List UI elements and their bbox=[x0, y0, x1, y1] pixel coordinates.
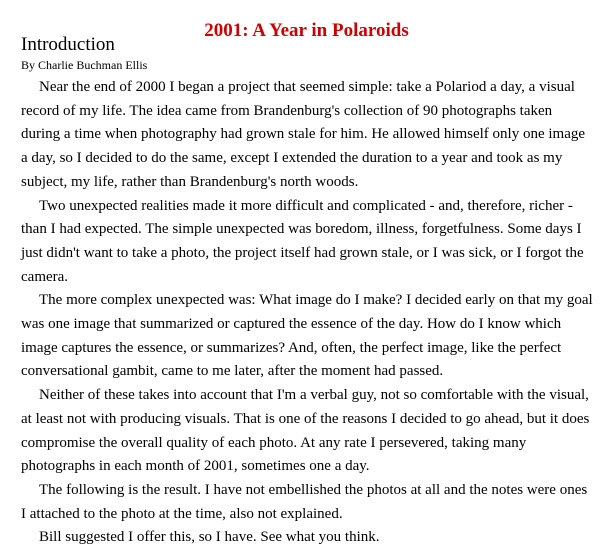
paragraph-1: Near the end of 2000 I began a project that seemed simple: take a Polariod a day, a visual record of my life. The idea came from Brandenburg's collection of 90 photographs taken during a time when photography had grown stale for him. He allowed himself only one image a day, so I decided to do the same, except I extended the duration to a year and took as my subject, my life, rather than Brandenburg's north woods. bbox=[21, 79, 586, 190]
paragraph-6: Bill suggested I offer this, so I have. See what you think. bbox=[39, 529, 380, 546]
paragraph-4: Neither of these takes into account that I'm a verbal guy, not so comfortable with the visual, at least not with producing visuals. That is one of the reasons I decided to go ahead, but it does compromise the overall quality of each photo. At any rate I persevered, taking many photographs in each month of 2001, sometimes one a day. bbox=[21, 387, 590, 475]
article-body bbox=[21, 76, 593, 550]
paragraph-3: The more complex unexpected was: What image do I make? I decided early on that my goal was one image that summarized or captured the essence of the day. How do I know which image captures the essence, or summarizes? And, often, the perfect image, like the perfect conversational gambit, came to me later, after the moment had passed. bbox=[21, 292, 593, 380]
byline: By Charlie Buchman Ellis bbox=[21, 58, 148, 72]
page-title: 2001: A Year in Polaroids bbox=[204, 19, 409, 41]
paragraph-2: Two unexpected realities made it more difficult and complicated - and, therefore, richer - than I had expected. The simple unexpected was boredom, illness, forgetfulness. Some days I just didn't want to take a photo, the project itself had grown stale, or I was sick, or I forgot the camera. bbox=[21, 197, 584, 285]
paragraph-5: The following is the result. I have not embellished the photos at all and the notes were ones I attached to the photo at the time, also not explained. bbox=[21, 481, 588, 522]
section-heading: Introduction bbox=[21, 34, 115, 55]
